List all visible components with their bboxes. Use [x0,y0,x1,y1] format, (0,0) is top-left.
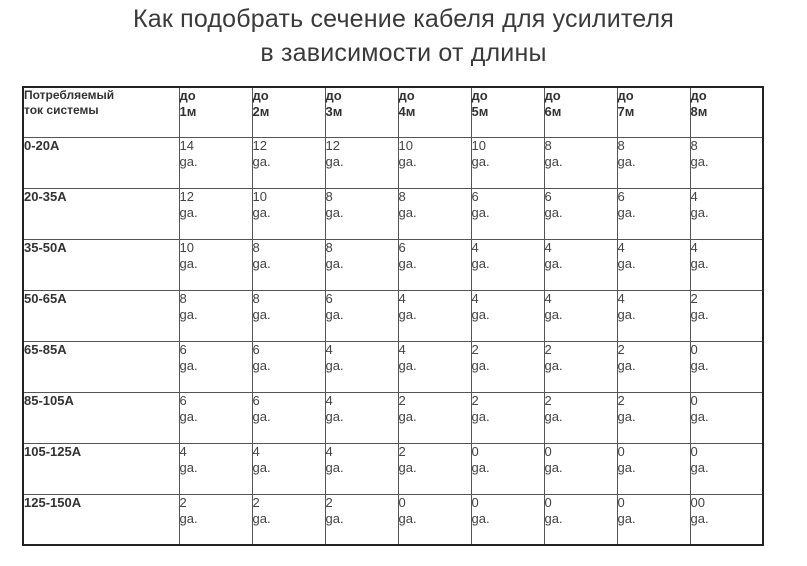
header-length-4m: до 4м [398,87,471,137]
gauge-cell [617,392,690,443]
gauge-unit: ga. [471,306,490,322]
gauge-cell [325,341,398,392]
gauge-cell [325,239,398,290]
gauge-cell [617,290,690,341]
gauge-unit: ga. [544,204,563,220]
gauge-cell [252,494,325,545]
gauge-unit: ga. [544,357,563,373]
gauge-value: 6 [398,239,406,255]
gauge-cell [690,392,763,443]
table-row [23,494,763,545]
gauge-value: 14 [179,137,194,153]
gauge-cell [325,443,398,494]
gauge-cell [471,290,544,341]
gauge-unit: ga. [398,408,417,424]
gauge-unit: ga. [690,459,709,475]
gauge-cell [179,188,252,239]
gauge-unit: ga. [690,153,709,169]
gauge-unit: ga. [544,306,563,322]
gauge-unit: ga. [325,357,344,373]
gauge-unit: ga. [179,408,198,424]
page-title: Как подобрать сечение кабеля для усилителя [132,5,675,33]
gauge-value: 0 [398,494,406,510]
gauge-value: 2 [690,290,698,306]
gauge-value: 0 [471,494,479,510]
current-range-cell: 85-105А [23,392,179,443]
gauge-value: 6 [617,188,625,204]
gauge-value: 4 [617,290,625,306]
gauge-unit: ga. [179,255,198,271]
gauge-unit: ga. [544,459,563,475]
gauge-value: 8 [617,137,625,153]
gauge-value: 8 [690,137,698,153]
table-row [23,137,763,188]
gauge-cell [252,239,325,290]
gauge-value: 0 [617,443,625,459]
gauge-unit: ga. [544,153,563,169]
gauge-cell [690,239,763,290]
gauge-unit: ga. [690,510,709,526]
gauge-cell [617,137,690,188]
gauge-cell [252,392,325,443]
gauge-cell [398,239,471,290]
gauge-value: 2 [471,341,479,357]
gauge-cell [544,443,617,494]
gauge-value: 4 [544,239,552,255]
table-body [23,137,763,545]
gauge-cell [398,290,471,341]
gauge-value: 6 [252,392,260,408]
gauge-unit: ga. [325,408,344,424]
gauge-unit: ga. [617,459,636,475]
gauge-cell [617,443,690,494]
gauge-unit: ga. [325,153,344,169]
gauge-value: 4 [690,188,698,204]
gauge-value: 6 [544,188,552,204]
table-row [23,392,763,443]
gauge-value: 2 [398,392,406,408]
gauge-cell [690,494,763,545]
current-range-cell: 20-35А [23,188,179,239]
gauge-unit: ga. [471,153,490,169]
gauge-cell [690,443,763,494]
gauge-value: 0 [617,494,625,510]
gauge-cell [398,494,471,545]
gauge-value: 12 [179,188,194,204]
gauge-cell [398,341,471,392]
gauge-unit: ga. [325,204,344,220]
gauge-cell [179,290,252,341]
gauge-unit: ga. [252,306,271,322]
gauge-unit: ga. [252,255,271,271]
gauge-value: 4 [544,290,552,306]
gauge-value: 4 [252,443,260,459]
gauge-unit: ga. [471,408,490,424]
current-range-cell: 105-125А [23,443,179,494]
gauge-unit: ga. [471,459,490,475]
gauge-value: 2 [252,494,260,510]
gauge-value: 0 [690,443,698,459]
gauge-cell [617,341,690,392]
gauge-value: 4 [325,392,333,408]
gauge-cell [471,239,544,290]
gauge-value: 4 [179,443,187,459]
gauge-unit: ga. [252,357,271,373]
gauge-unit: ga. [179,510,198,526]
table-row [23,188,763,239]
gauge-cell [471,341,544,392]
gauge-unit: ga. [252,510,271,526]
gauge-cell [252,188,325,239]
gauge-cell [544,494,617,545]
gauge-value: 0 [690,392,698,408]
gauge-value: 2 [544,392,552,408]
gauge-value: 12 [325,137,340,153]
gauge-unit: ga. [544,408,563,424]
gauge-cell [544,188,617,239]
gauge-unit: ga. [325,459,344,475]
header-length-6m: до 6м [544,87,617,137]
gauge-cell [544,341,617,392]
cable-gauge-table [22,86,764,546]
gauge-unit: ga. [179,459,198,475]
gauge-unit: ga. [252,408,271,424]
gauge-cell [398,137,471,188]
gauge-value: 4 [471,290,479,306]
gauge-cell [617,239,690,290]
gauge-cell [544,290,617,341]
gauge-value: 10 [252,188,267,204]
current-range-cell: 0-20А [23,137,179,188]
gauge-value: 10 [471,137,486,153]
gauge-cell [398,392,471,443]
gauge-unit: ga. [398,153,417,169]
gauge-value: 8 [252,239,260,255]
gauge-unit: ga. [252,459,271,475]
header-length-3m: до 3м [325,87,398,137]
gauge-value: 2 [617,341,625,357]
table-row [23,443,763,494]
gauge-unit: ga. [690,408,709,424]
header-length-5m: до 5м [471,87,544,137]
page-subtitle: в зависимости от длины [260,39,547,67]
gauge-cell [179,239,252,290]
gauge-cell [325,290,398,341]
gauge-unit: ga. [471,204,490,220]
header-current-label: Потребляемый ток системы [23,87,179,137]
gauge-cell [617,494,690,545]
gauge-value: 8 [544,137,552,153]
gauge-unit: ga. [617,510,636,526]
gauge-value: 4 [690,239,698,255]
gauge-unit: ga. [617,306,636,322]
gauge-value: 4 [398,341,406,357]
gauge-cell [544,392,617,443]
gauge-unit: ga. [179,357,198,373]
gauge-value: 6 [471,188,479,204]
gauge-cell [179,137,252,188]
gauge-value: 0 [690,341,698,357]
gauge-unit: ga. [690,306,709,322]
gauge-unit: ga. [179,204,198,220]
gauge-value: 6 [325,290,333,306]
gauge-cell [252,443,325,494]
gauge-value: 0 [544,494,552,510]
gauge-cell [544,239,617,290]
gauge-value: 4 [617,239,625,255]
gauge-value: 00 [690,494,705,510]
gauge-cell [471,137,544,188]
gauge-unit: ga. [179,153,198,169]
gauge-cell [398,443,471,494]
gauge-cell [690,290,763,341]
header-length-7m: до 7м [617,87,690,137]
gauge-cell [325,137,398,188]
gauge-value: 4 [471,239,479,255]
gauge-cell [690,137,763,188]
gauge-value: 0 [544,443,552,459]
gauge-unit: ga. [325,255,344,271]
gauge-cell [179,494,252,545]
gauge-cell [325,494,398,545]
gauge-value: 8 [179,290,187,306]
gauge-unit: ga. [690,357,709,373]
gauge-unit: ga. [617,255,636,271]
gauge-cell [325,392,398,443]
current-range-cell: 125-150А [23,494,179,545]
gauge-cell [471,494,544,545]
gauge-value: 2 [544,341,552,357]
gauge-unit: ga. [690,204,709,220]
current-range-cell: 35-50А [23,239,179,290]
gauge-value: 8 [398,188,406,204]
table-row [23,239,763,290]
gauge-unit: ga. [398,459,417,475]
gauge-cell [325,188,398,239]
gauge-value: 8 [252,290,260,306]
gauge-value: 6 [252,341,260,357]
gauge-unit: ga. [398,510,417,526]
gauge-unit: ga. [471,357,490,373]
gauge-unit: ga. [544,510,563,526]
gauge-unit: ga. [325,510,344,526]
gauge-cell [471,188,544,239]
gauge-value: 2 [471,392,479,408]
gauge-cell [544,137,617,188]
gauge-unit: ga. [471,255,490,271]
gauge-value: 10 [398,137,413,153]
gauge-cell [179,341,252,392]
gauge-value: 2 [617,392,625,408]
table-row [23,290,763,341]
gauge-unit: ga. [252,153,271,169]
gauge-cell [252,341,325,392]
gauge-unit: ga. [398,204,417,220]
current-range-cell: 65-85А [23,341,179,392]
gauge-value: 8 [325,239,333,255]
gauge-cell [252,137,325,188]
header-length-1m: до 1м [179,87,252,137]
gauge-value: 2 [325,494,333,510]
gauge-unit: ga. [179,306,198,322]
gauge-cell [471,392,544,443]
gauge-value: 4 [325,341,333,357]
gauge-cell [398,188,471,239]
gauge-cell [690,188,763,239]
gauge-value: 4 [398,290,406,306]
gauge-cell [179,443,252,494]
header-length-8m: до 8м [690,87,763,137]
gauge-unit: ga. [617,408,636,424]
table-header-row [23,87,763,137]
gauge-value: 2 [179,494,187,510]
gauge-unit: ga. [690,255,709,271]
gauge-value: 8 [325,188,333,204]
gauge-unit: ga. [617,153,636,169]
gauge-unit: ga. [617,204,636,220]
gauge-value: 10 [179,239,194,255]
gauge-cell [179,392,252,443]
gauge-cell [471,443,544,494]
gauge-value: 12 [252,137,267,153]
gauge-cell [617,188,690,239]
gauge-unit: ga. [252,204,271,220]
gauge-unit: ga. [471,510,490,526]
header-length-2m: до 2м [252,87,325,137]
table-row [23,341,763,392]
gauge-cell [690,341,763,392]
gauge-unit: ga. [617,357,636,373]
gauge-unit: ga. [398,357,417,373]
gauge-value: 2 [398,443,406,459]
gauge-unit: ga. [325,306,344,322]
gauge-value: 4 [325,443,333,459]
gauge-unit: ga. [544,255,563,271]
current-range-cell: 50-65А [23,290,179,341]
gauge-value: 6 [179,341,187,357]
gauge-cell [252,290,325,341]
gauge-value: 6 [179,392,187,408]
gauge-unit: ga. [398,306,417,322]
gauge-unit: ga. [398,255,417,271]
gauge-value: 0 [471,443,479,459]
